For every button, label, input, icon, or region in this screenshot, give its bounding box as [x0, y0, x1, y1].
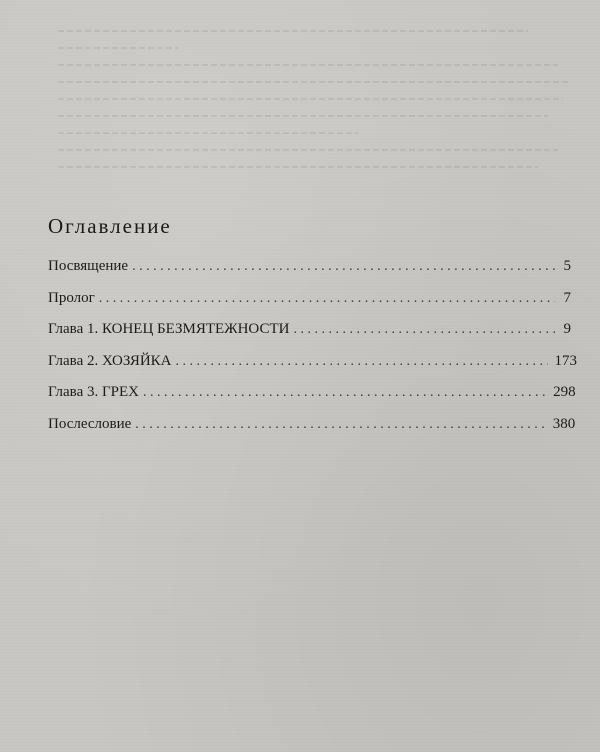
toc-leader-dots: [293, 322, 555, 338]
toc-entry-page: 5: [563, 258, 571, 274]
toc-entry[interactable]: [48, 384, 576, 416]
ghost-text-line: [58, 30, 528, 32]
toc-leader-dots: [99, 291, 555, 307]
toc-leader-dots: [176, 354, 549, 370]
toc-entry-label: Посвящение: [48, 258, 129, 274]
toc-list: [48, 258, 577, 447]
ghost-text-line: [58, 81, 568, 83]
toc-entry[interactable]: [48, 290, 571, 322]
toc-leader-dots: [135, 417, 546, 433]
toc-entry-label: Глава 3. ГРЕХ: [48, 384, 139, 400]
ghost-text-line: [58, 149, 558, 151]
toc-title: Оглавление: [48, 214, 172, 238]
ghost-text-line: [58, 115, 548, 117]
toc-entry-page: 9: [563, 321, 571, 337]
toc-entry[interactable]: [48, 415, 576, 448]
toc-entry-page: 173: [554, 352, 577, 369]
toc-entry[interactable]: [48, 352, 577, 385]
toc-entry[interactable]: [48, 258, 571, 290]
toc-entry-label: Глава 1. КОНЕЦ БЕЗМЯТЕЖНОСТИ: [48, 321, 290, 337]
toc-entry[interactable]: [48, 321, 571, 353]
toc-leader-dots: [143, 385, 547, 401]
toc-entry-page: 7: [563, 289, 571, 306]
ghost-text-line: [58, 166, 538, 168]
reverse-side-show-through: [58, 30, 578, 183]
ghost-text-line: [58, 64, 558, 66]
toc-entry-label: Глава 2. ХОЗЯЙКА: [48, 352, 172, 369]
toc-entry-label: Пролог: [48, 289, 95, 306]
ghost-text-line: [58, 98, 563, 100]
toc-entry-label: Послесловие: [48, 415, 132, 432]
toc-entry-page: 298: [553, 384, 576, 400]
ghost-text-line: [58, 132, 358, 134]
ghost-text-line: [58, 47, 178, 49]
toc-leader-dots: [132, 259, 555, 275]
toc-entry-page: 380: [552, 415, 576, 432]
